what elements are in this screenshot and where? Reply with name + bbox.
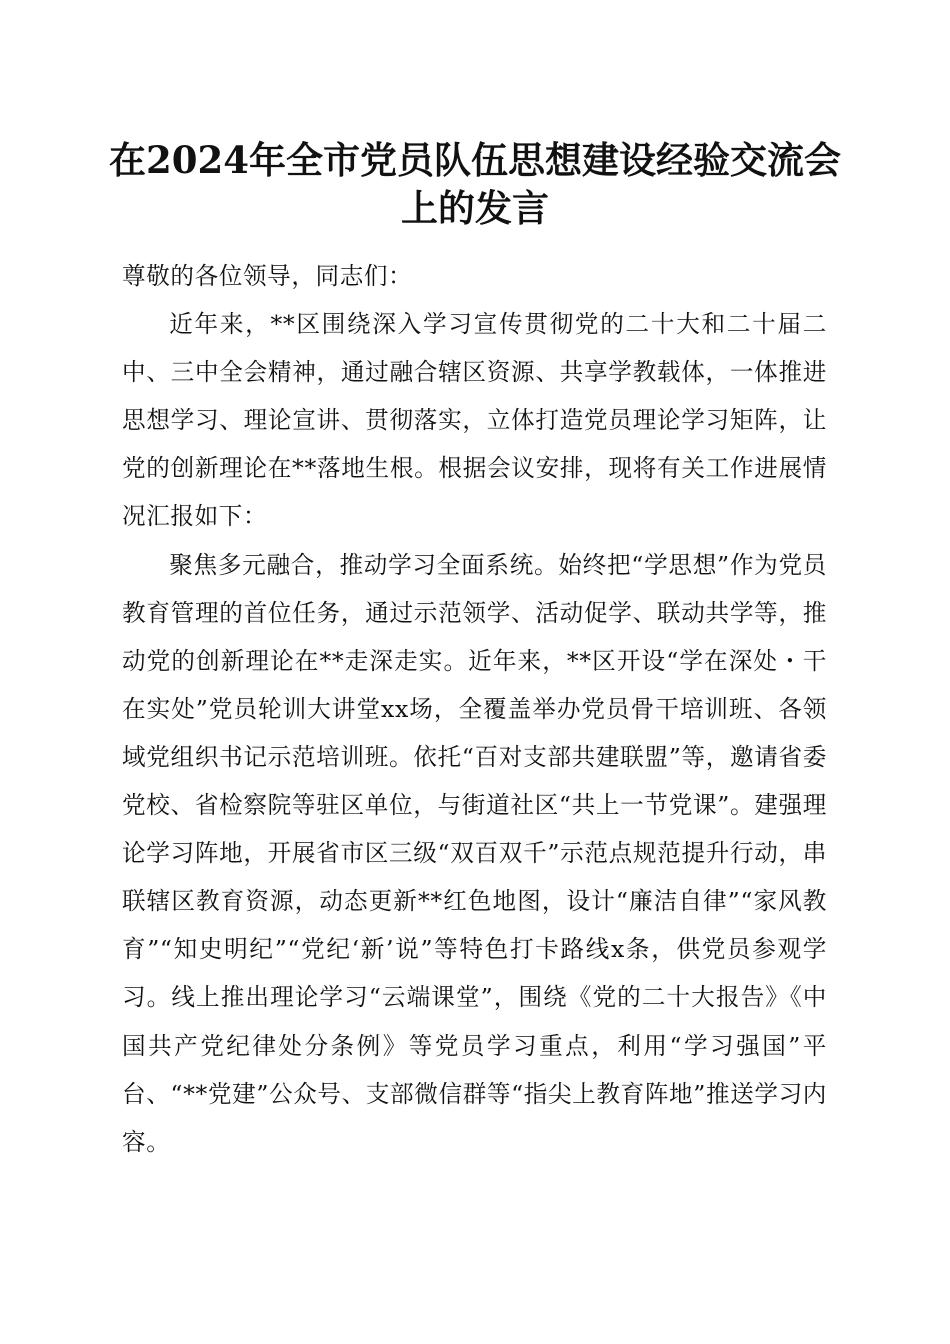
paragraph-learning-integration: 聚焦多元融合，推动学习全面系统。始终把“学思想”作为党员教育管理的首位任务，通过示范领学、活动促学、联动共学等，推动党的创新理论在**走深走实。近年来，**区开设“学在深处・干在实处”党员轮训大讲堂xx场，全覆盖举办党员骨干培训班、各领域党组织书记示范培训班。依托“百对支部共建联盟”等，邀请省委党校、省检察院等驻区单位，与街道社区“共上一节党课”。建强理论学习阵地，开展省市区三级“双百双千”示范点规范提升行动，串联辖区教育资源，动态更新**红色地图，设计“廉洁自律”“家风教育”“知史明纪”“党纪‘新’说”等特色打卡路线x条，供党员参观学习。线上推出理论学习“云端课堂”，围绕《党的二十大报告》《中国共产党纪律处分条例》等党员学习重点，利用“学习强国”平台、“**党建”公众号、支部微信群等“指尖上教育阵地”推送学习内容。 (122, 550, 827, 1156)
paragraph-introduction: 近年来，**区围绕深入学习宣传贯彻党的二十大和二十届二中、三中全会精神，通过融合辖区资源、共享学教载体，一体推进思想学习、理论宣讲、贯彻落实，立体打造党员理论学习矩阵，让党的创新理论在**落地生根。根据会议安排，现将有关工作进展情况汇报如下： (122, 310, 827, 531)
document-body (122, 252, 827, 1166)
document-title (95, 136, 855, 232)
document-title-line-1: 在2024年全市党员队伍思想建设经验交流会 (109, 138, 841, 182)
document-title-line-2: 上的发言 (401, 186, 549, 230)
salutation: 尊敬的各位领导，同志们： (122, 262, 413, 290)
